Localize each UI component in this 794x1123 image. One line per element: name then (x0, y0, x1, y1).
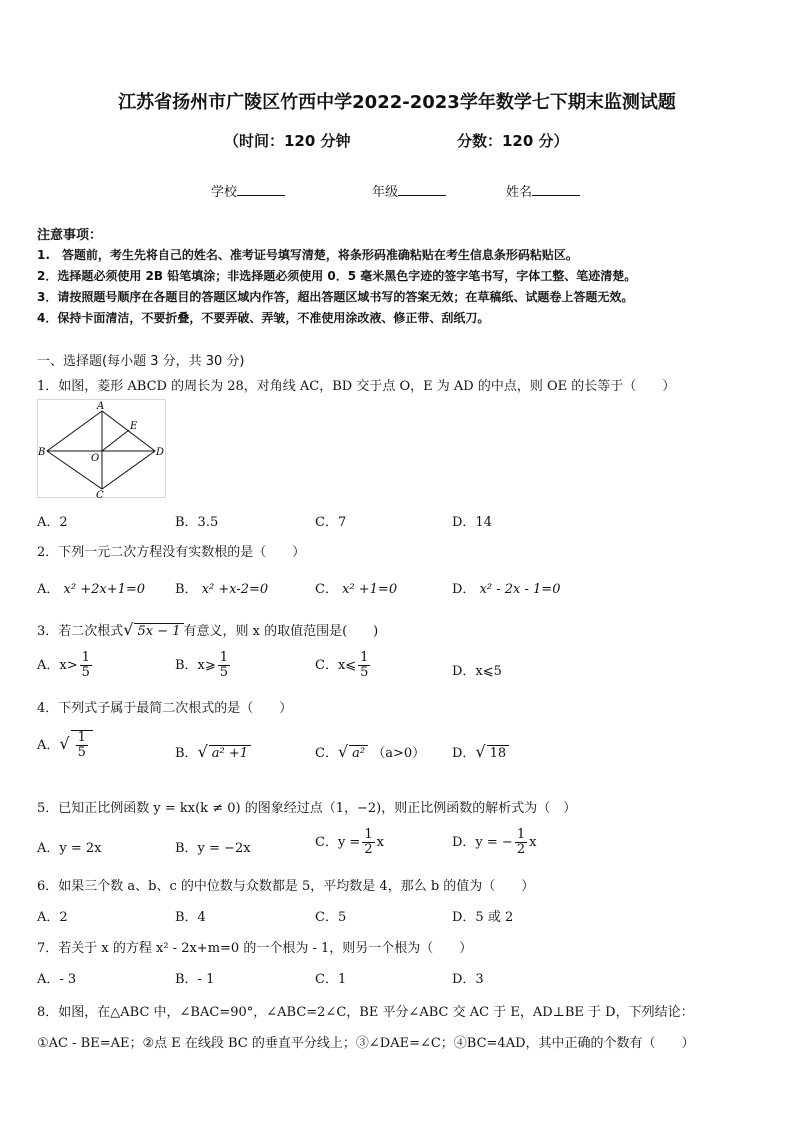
q4-option-d[interactable]: D．√ 18 (452, 742, 509, 761)
q4-option-c[interactable]: C．√ a² （a>0） (315, 742, 426, 761)
q1-option-a[interactable]: A．2 (37, 515, 68, 530)
question-1: 1．如图，菱形 ABCD 的周长为 28，对角线 AC，BD 交于点 O，E 为 AD 的中点，则 OE 的长等于（ ） (37, 379, 676, 394)
q3-option-a[interactable]: A．x> $\frac{1}{5}$ (37, 650, 90, 680)
q3-option-d[interactable]: D．x⩽5 (452, 664, 502, 679)
label-o: O (91, 453, 100, 464)
q1-option-c[interactable]: C．7 (315, 515, 347, 530)
q5-option-d[interactable]: D．y = − $\frac{1}{2}$ x (452, 827, 537, 857)
q6-option-b[interactable]: B．4 (175, 910, 206, 925)
question-6: 6．如果三个数 a、b、c 的中位数与众数都是 5，平均数是 4，那么 b 的值为（ ） (37, 879, 535, 894)
school-label: 学校 (211, 185, 238, 200)
q7-option-a[interactable]: A．- 3 (37, 972, 77, 987)
q2-option-d[interactable]: D． x² - 2x - 1=0 (452, 582, 561, 597)
grade-label: 年级 (372, 185, 399, 200)
q1-option-b[interactable]: B．3.5 (175, 515, 219, 530)
label-a: A (97, 401, 105, 412)
q3-option-c[interactable]: C．x⩽ $\frac{1}{5}$ (315, 650, 369, 680)
question-8-line-1: 8．如图，在△ABC 中，∠BAC=90°，∠ABC=2∠C，BE 平分∠ABC 交 AC 于 E，AD⊥BE 于 D，下列结论： (37, 1005, 694, 1020)
q6-option-a[interactable]: A．2 (37, 910, 68, 925)
question-8-line-2: ①AC - BE=AE；②点 E 在线段 BC 的垂直平分线上；③∠DAE=∠C；④BC=4AD，其中正确的个数有（ ） (37, 1036, 695, 1051)
q5-option-c[interactable]: C．y = $\frac{1}{2}$ x (315, 827, 384, 857)
exam-score: 分数：120 分） (457, 132, 569, 150)
q3-option-b[interactable]: B．x⩾ $\frac{1}{5}$ (175, 650, 229, 680)
q7-option-d[interactable]: D．3 (452, 972, 484, 987)
notice-title: 注意事项： (37, 228, 103, 243)
q2-option-b[interactable]: B． x² +x-2=0 (175, 582, 269, 597)
q5-option-b[interactable]: B．y = −2x (175, 841, 251, 856)
question-5: 5．已知正比例函数 y = kx(k ≠ 0) 的图象经过点（1，−2)，则正比例函数的解析式为（ ） (37, 801, 577, 816)
q4-option-b[interactable]: B．√ a² +1 (175, 742, 251, 761)
notice-item: 3．请按照题号顺序在各题目的答题区域内作答，超出答题区域书写的答案无效；在草稿纸、试题卷上答题无效。 (37, 290, 634, 304)
exam-time: （时间：120 分钟 (224, 132, 351, 150)
q6-option-c[interactable]: C．5 (315, 910, 347, 925)
question-2: 2．下列一元二次方程没有实数根的是（ ） (37, 545, 306, 560)
q6-option-d[interactable]: D．5 或 2 (452, 910, 514, 925)
name-field[interactable] (506, 181, 580, 200)
label-b: B (38, 447, 46, 458)
label-e: E (130, 421, 138, 432)
notice-item: 4．保持卡面清洁，不要折叠，不要弄破、弄皱，不准使用涂改液、修正带、刮纸刀。 (37, 311, 490, 325)
grade-field[interactable] (372, 181, 446, 200)
question-3: 3．若二次根式√ 5x − 1 有意义，则 x 的取值范围是( ) (37, 620, 379, 639)
q2-option-c[interactable]: C． x² +1=0 (315, 582, 398, 597)
q2-option-a[interactable]: A． x² +2x+1=0 (37, 582, 146, 597)
question-4: 4．下列式子属于最简二次根式的是（ ） (37, 701, 293, 716)
q5-option-a[interactable]: A．y = 2x (37, 841, 102, 856)
label-d: D (156, 447, 165, 458)
q4-option-a[interactable]: A．√ $\frac{1}{5}$ (37, 730, 93, 760)
q1-option-d[interactable]: D．14 (452, 515, 492, 530)
label-c: C (96, 490, 104, 499)
section-heading: 一、选择题(每小题 3 分，共 30 分) (37, 354, 245, 369)
q7-option-c[interactable]: C．1 (315, 972, 347, 987)
notice-item: 1. 答题前，考生先将自己的姓名、准考证号填写清楚，将条形码准确粘贴在考生信息条形码粘贴区。 (37, 248, 578, 262)
school-field[interactable] (211, 181, 285, 200)
question-7: 7．若关于 x 的方程 x² - 2x+m=0 的一个根为 - 1，则另一个根为（ ） (37, 941, 473, 956)
page-title: 江苏省扬州市广陵区竹西中学2022-2023学年数学七下期末监测试题 (118, 92, 676, 113)
q7-option-b[interactable]: B．- 1 (175, 972, 215, 987)
notice-item: 2．选择题必须使用 2B 铅笔填涂；非选择题必须使用 0．5 毫米黑色字迹的签字笔书写，字体工整、笔迹清楚。 (37, 269, 637, 283)
name-label: 姓名 (506, 185, 533, 200)
rhombus-figure (37, 399, 167, 499)
